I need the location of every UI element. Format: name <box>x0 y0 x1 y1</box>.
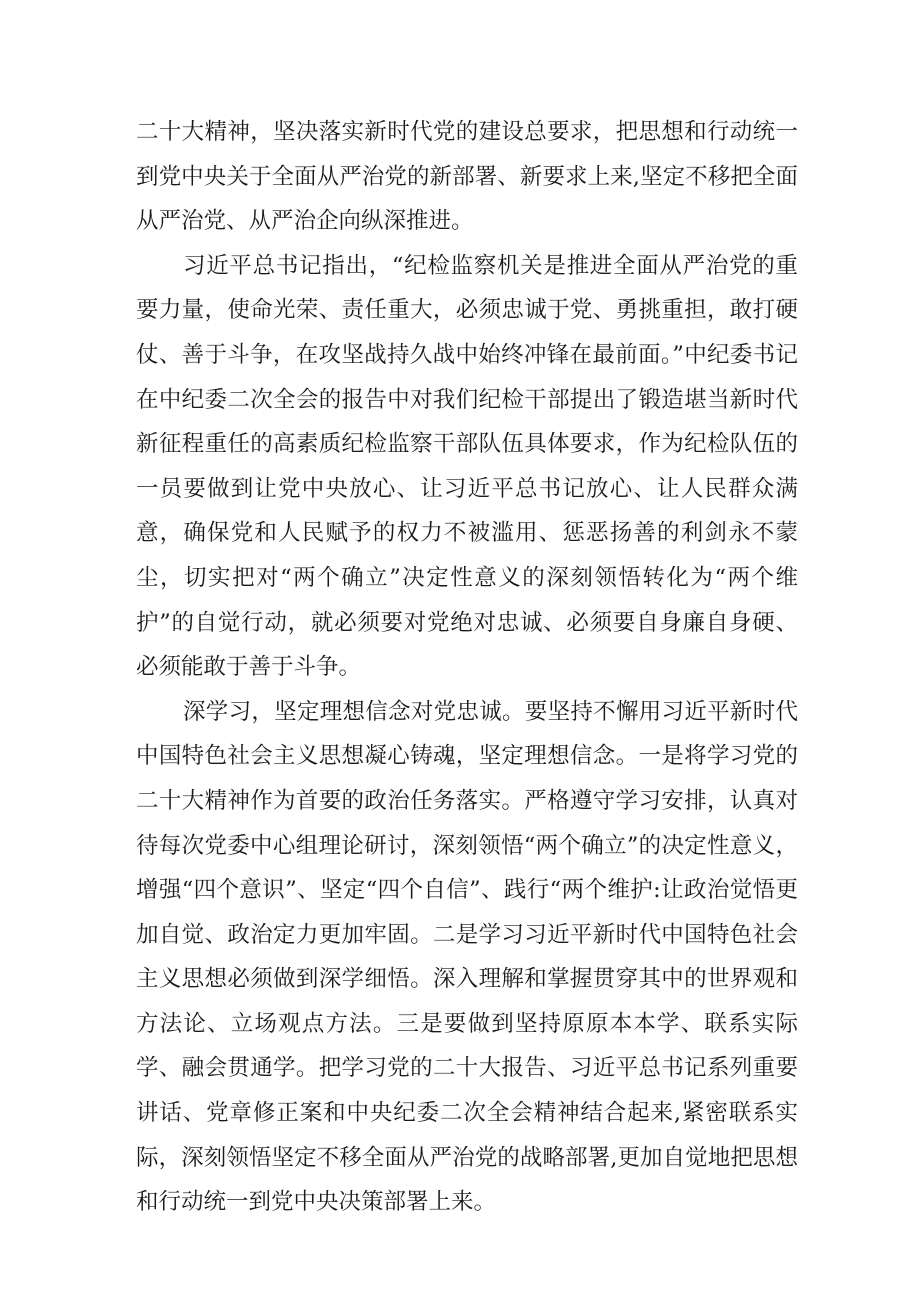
paragraph-deep-study: 深学习，坚定理想信念对党忠诚。要坚持不懈用习近平新时代中国特色社会主义思想凝心铸魂，坚定理想信念。一是将学习党的二十大精神作为首要的政治任务落实。严格遵守学习安排，认真对待每次党委中心组理论研讨，深刻领悟“两个确立”的决定性意义，增强“四个意识”、坚定“四个自信”、践行“两个维护:让政治觉悟更加自觉、政治定力更加牢固。二是学习习近平新时代中国特色社会主义思想必须做到深学细悟。深入理解和掌握贯穿其中的世界观和方法论、立场观点方法。三是要做到坚持原原本本学、联系实际学、融会贯通学。把学习党的二十大报告、习近平总书记系列重要讲话、党章修正案和中央纪委二次全会精神结合起来,紧密联系实际，深刻领悟坚定不移全面从严治党的战略部署,更加自觉地把思想和行动统一到党中央决策部署上来。 <box>136 698 798 1216</box>
paragraph-continuation: 二十大精神，坚决落实新时代党的建设总要求，把思想和行动统一到党中央关于全面从严治党的新部署、新要求上来,坚定不移把全面从严治党、从严治企向纵深推进。 <box>136 119 798 235</box>
document-body <box>136 110 798 1225</box>
paragraph-speech-quote: 习近平总书记指出，“纪检监察机关是推进全面从严治党的重要力量，使命光荣、责任重大，必须忠诚于党、勇挑重担，敢打硬仗、善于斗争，在攻坚战持久战中始终冲锋在最前面。”中纪委书记在中纪委二次全会的报告中对我们纪检干部提出了锻造堪当新时代新征程重任的高素质纪检监察干部队伍具体要求，作为纪检队伍的一员要做到让党中央放心、让习近平总书记放心、让人民群众满意，确保党和人民赋予的权力不被滥用、惩恶扬善的利剑永不蒙尘，切实把对“两个确立”决定性意义的深刻领悟转化为“两个维护”的自觉行动，就必须要对党绝对忠诚、必须要自身廉自身硬、必须能敢于善于斗争。 <box>136 252 798 681</box>
